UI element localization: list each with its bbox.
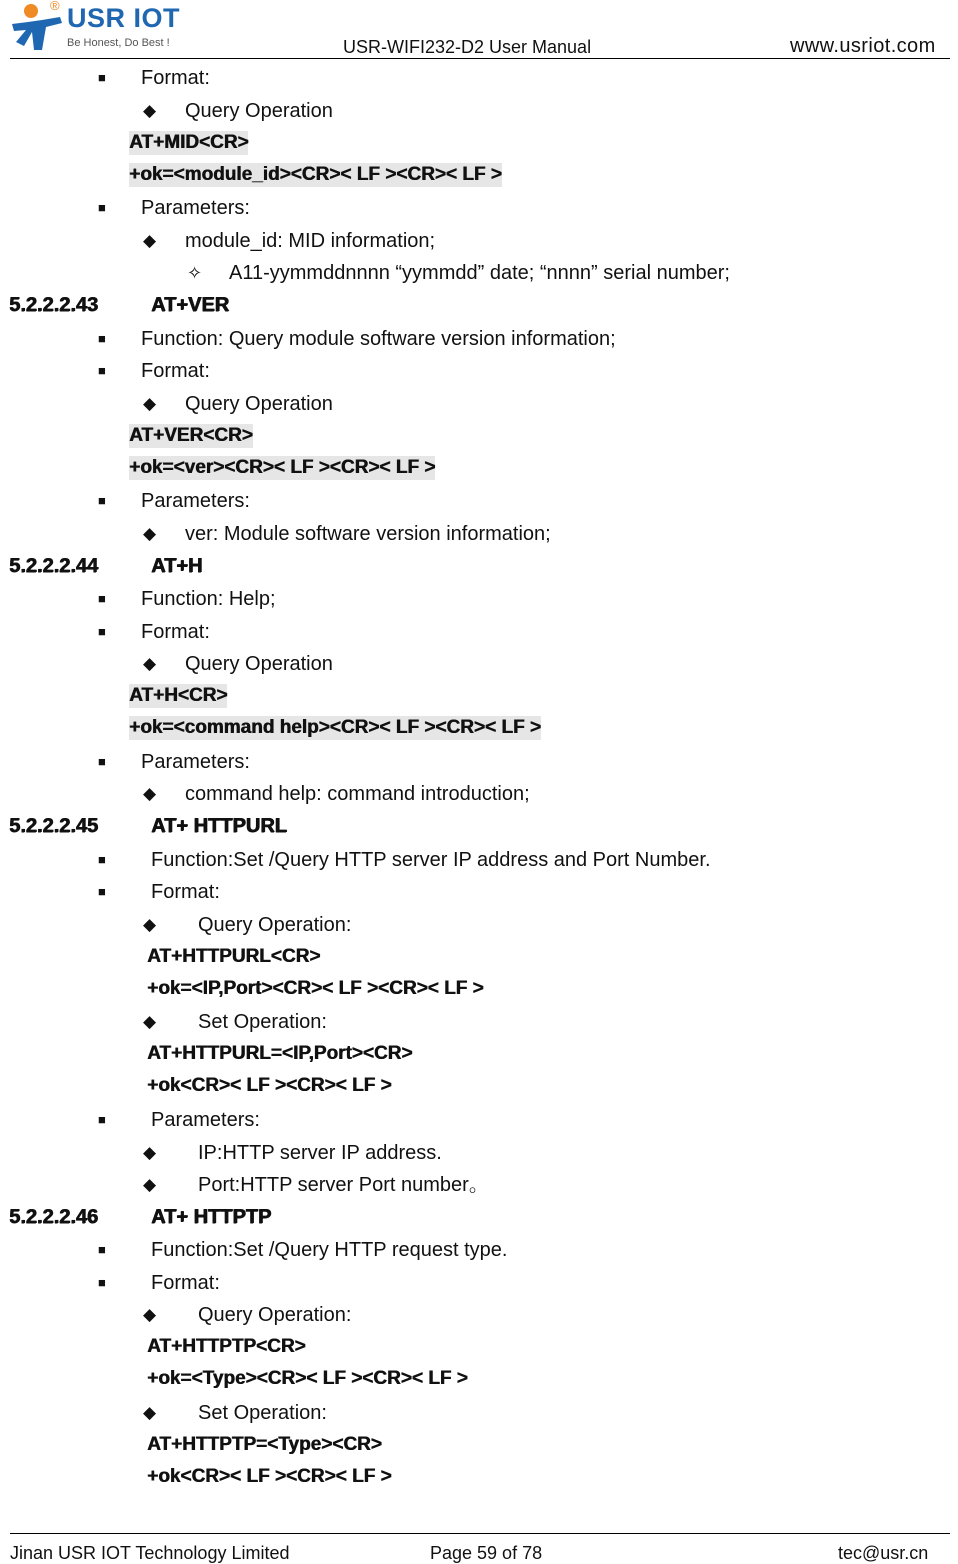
code-line: AT+HTTPURL=<IP,Port><CR> [147, 1043, 413, 1064]
list-item: Format: [141, 67, 210, 89]
bullet-square-icon: ■ [98, 70, 106, 85]
list-item: module_id: MID information; [185, 230, 436, 252]
bullet-square-icon: ■ [98, 493, 106, 508]
code-line: +ok=<IP,Port><CR>< LF ><CR>< LF > [147, 978, 484, 999]
bullet-square-icon: ■ [98, 591, 106, 606]
bullet-square-icon: ■ [98, 852, 106, 867]
bullet-square-icon: ■ [98, 754, 106, 769]
section-number: 5.2.2.2.46 [9, 1206, 98, 1228]
list-item: Port:HTTP server Port number。 [198, 1174, 489, 1196]
list-item: Set Operation: [198, 1402, 327, 1424]
footer-email[interactable]: tec@usr.cn [838, 1543, 929, 1563]
list-item: Parameters: [141, 490, 250, 512]
bullet-diamond-icon: ◆ [143, 524, 157, 543]
section-title: AT+H [151, 555, 203, 577]
list-item: Format: [141, 360, 210, 382]
list-item: Function: Help; [141, 588, 276, 610]
code-line: +ok<CR>< LF ><CR>< LF > [147, 1466, 392, 1487]
list-item: Function: Query module software version information; [141, 328, 616, 350]
bullet-diamond-icon: ◆ [143, 1175, 157, 1194]
footer-company: Jinan USR IOT Technology Limited [10, 1543, 290, 1563]
list-item: Query Operation [185, 653, 333, 675]
code-line: +ok=<module_id><CR>< LF ><CR>< LF > [129, 164, 502, 185]
bullet-square-icon: ■ [98, 1242, 106, 1257]
footer-page-number: Page 59 of 78 [430, 1543, 543, 1563]
bullet-diamond-icon: ◆ [143, 1403, 157, 1422]
logo-slogan: Be Honest, Do Best ! [67, 37, 170, 49]
section-title: AT+ HTTPURL [151, 815, 287, 837]
footer-rule [10, 1533, 950, 1534]
list-item: A11-yymmddnnnn “yymmdd” date; “nnnn” serial number; [229, 262, 730, 284]
code-line: AT+MID<CR> [129, 132, 249, 153]
list-item: command help: command introduction; [185, 783, 530, 805]
bullet-star-icon: ✧ [187, 263, 203, 283]
list-item: Query Operation: [198, 1304, 352, 1326]
bullet-square-icon: ■ [98, 1275, 106, 1290]
section-number: 5.2.2.2.43 [9, 294, 98, 316]
section-number: 5.2.2.2.44 [9, 555, 98, 577]
bullet-diamond-icon: ◆ [143, 654, 157, 673]
list-item: Format: [151, 1272, 220, 1294]
bullet-diamond-icon: ◆ [143, 101, 157, 120]
code-line: AT+VER<CR> [129, 425, 253, 446]
bullet-square-icon: ■ [98, 331, 106, 346]
bullet-diamond-icon: ◆ [143, 1143, 157, 1162]
bullet-square-icon: ■ [98, 884, 106, 899]
code-line: AT+HTTPTP=<Type><CR> [147, 1434, 382, 1455]
list-item: IP:HTTP server IP address. [198, 1142, 442, 1164]
bullet-diamond-icon: ◆ [143, 1305, 157, 1324]
list-item: Set Operation: [198, 1011, 327, 1033]
logo-registered-mark: ® [50, 0, 60, 13]
logo-wordmark: USR IOT [67, 3, 181, 33]
bullet-square-icon: ■ [98, 624, 106, 639]
section-title: AT+VER [151, 294, 229, 316]
list-item: Parameters: [151, 1109, 260, 1131]
bullet-diamond-icon: ◆ [143, 784, 157, 803]
bullet-square-icon: ■ [98, 1112, 106, 1127]
list-item: Query Operation [185, 393, 333, 415]
bullet-diamond-icon: ◆ [143, 1012, 157, 1031]
document-title: USR-WIFI232-D2 User Manual [343, 37, 592, 57]
bullet-diamond-icon: ◆ [143, 231, 157, 250]
list-item: Parameters: [141, 751, 250, 773]
bullet-diamond-icon: ◆ [143, 915, 157, 934]
header-rule [10, 58, 950, 59]
code-line: +ok=<command help><CR>< LF ><CR>< LF > [129, 717, 541, 738]
website-link[interactable]: www.usriot.com [790, 35, 936, 57]
code-line: +ok<CR>< LF ><CR>< LF > [147, 1075, 392, 1096]
code-line: AT+HTTPURL<CR> [147, 946, 321, 967]
list-item: ver: Module software version information; [185, 523, 551, 545]
code-line: +ok=<ver><CR>< LF ><CR>< LF > [129, 457, 436, 478]
code-line: AT+HTTPTP<CR> [147, 1336, 306, 1357]
list-item: Format: [141, 621, 210, 643]
bullet-square-icon: ■ [98, 200, 106, 215]
code-line: +ok=<Type><CR>< LF ><CR>< LF > [147, 1368, 468, 1389]
bullet-diamond-icon: ◆ [143, 394, 157, 413]
section-title: AT+ HTTPTP [151, 1206, 272, 1228]
list-item: Function:Set /Query HTTP request type. [151, 1239, 508, 1261]
list-item: Query Operation: [198, 914, 352, 936]
list-item: Query Operation [185, 100, 333, 122]
list-item: Function:Set /Query HTTP server IP address and Port Number. [151, 849, 711, 871]
code-line: AT+H<CR> [129, 685, 228, 706]
list-item: Parameters: [141, 197, 250, 219]
bullet-square-icon: ■ [98, 363, 106, 378]
list-item: Format: [151, 881, 220, 903]
section-number: 5.2.2.2.45 [9, 815, 98, 837]
